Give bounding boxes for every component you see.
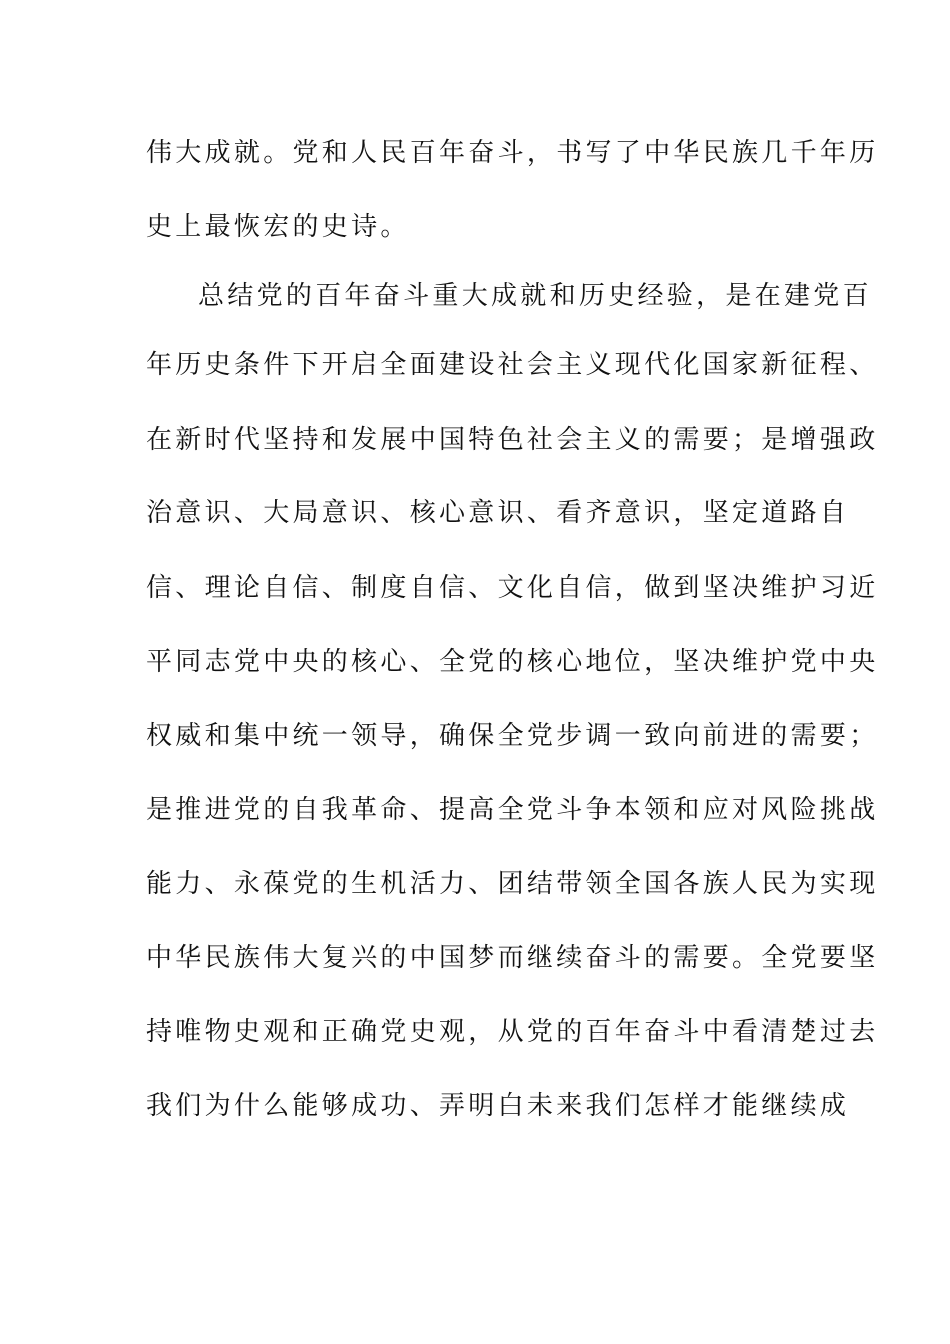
text-line: 持唯物史观和正确党史观，从党的百年奋斗中看清楚过去: [146, 1017, 879, 1047]
text-line: 是推进党的自我革命、提高全党斗争本领和应对风险挑战: [146, 795, 879, 825]
text-line: 史上最恢宏的史诗。: [146, 212, 410, 242]
text-line: 信、理论自信、制度自信、文化自信，做到坚决维护习近: [146, 573, 879, 603]
text-line: 在新时代坚持和发展中国特色社会主义的需要；是增强政: [146, 425, 879, 455]
text-line: 能力、永葆党的生机活力、团结带领全国各族人民为实现: [146, 869, 879, 899]
text-line: 年历史条件下开启全面建设社会主义现代化国家新征程、: [146, 350, 879, 380]
text-line: 权威和集中统一领导，确保全党步调一致向前进的需要；: [146, 721, 879, 751]
text-line: 治意识、大局意识、核心意识、看齐意识，坚定道路自: [146, 498, 850, 528]
text-line: 中华民族伟大复兴的中国梦而继续奋斗的需要。全党要坚: [146, 943, 879, 973]
text-line: 平同志党中央的核心、全党的核心地位，坚决维护党中央: [146, 647, 879, 677]
text-line: 伟大成就。党和人民百年奋斗，书写了中华民族几千年历: [146, 138, 879, 168]
paragraph-first-line: 总结党的百年奋斗重大成就和历史经验，是在建党百: [198, 281, 872, 311]
text-line: 我们为什么能够成功、弄明白未来我们怎样才能继续成: [146, 1091, 850, 1121]
